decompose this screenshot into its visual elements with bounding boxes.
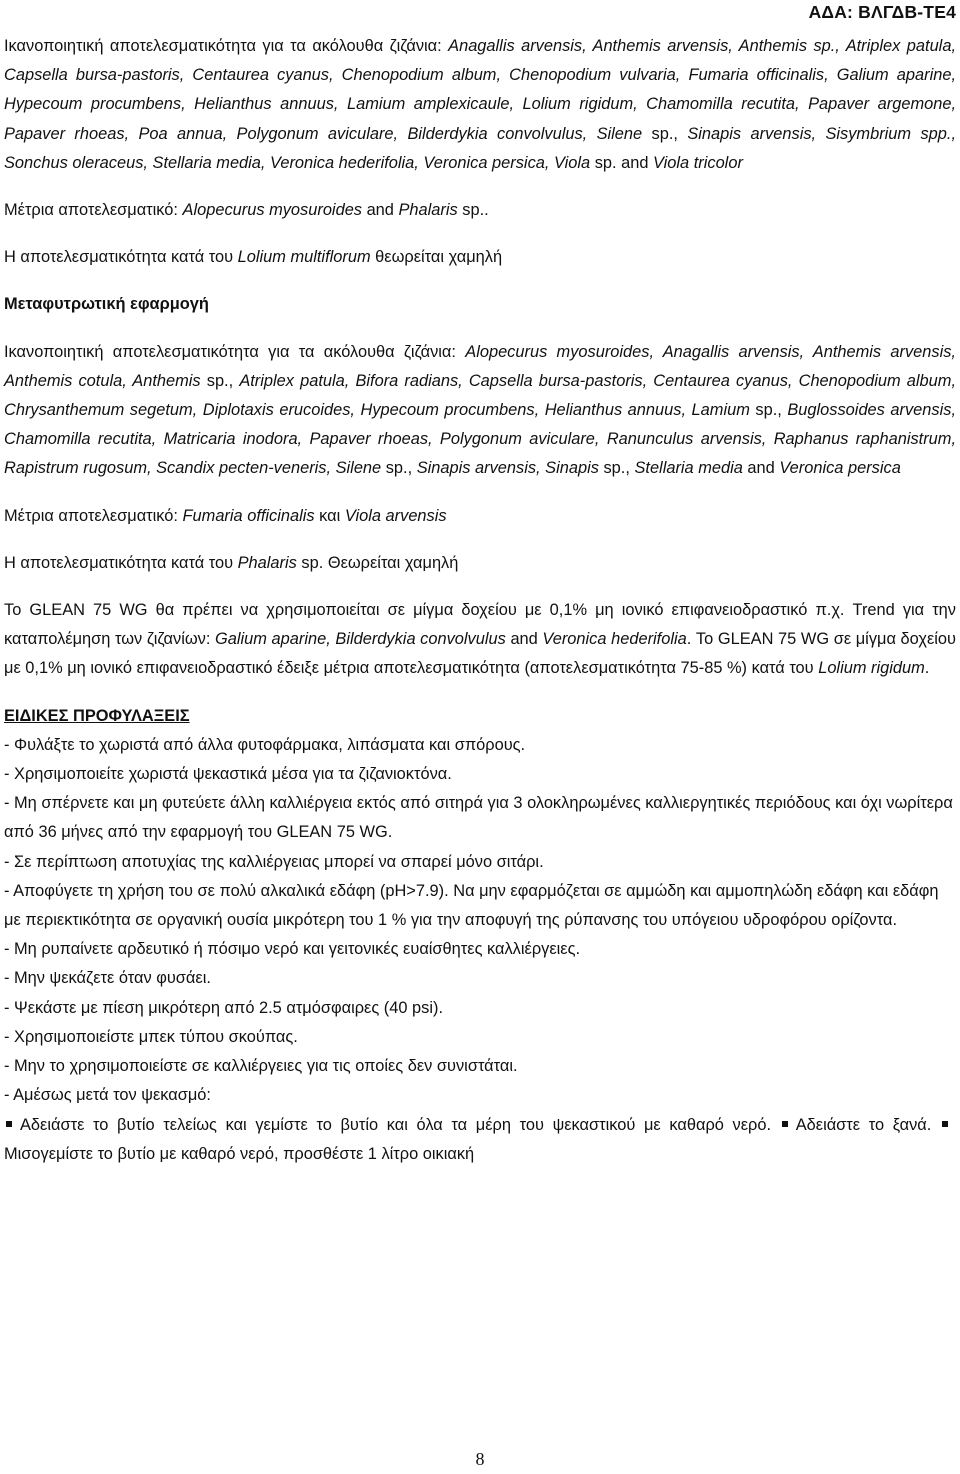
post-satisfactory-paragraph xyxy=(4,338,956,484)
post-weeds-i: Stellaria media xyxy=(634,459,743,478)
precaution-item: - Αποφύγετε τη χρήση του σε πολύ αλκαλικά εδάφη (pH>7.9). Να μην εφαρμόζεται σε αμμώδη και αμμοπηλώδη εδάφη και εδάφη με περιεκτικότητα σε οργανική ουσία μικρότερη του 1 % για την αποφυγή της ρύπανσης του υπόγειου υδροφόρου ορίζοντα. xyxy=(4,881,939,930)
pre-weeds-c: Sinapis arvensis, Sisymbrium spp. xyxy=(687,124,952,143)
post-weeds-j: and xyxy=(742,459,780,478)
post-emergence-heading: Μεταφυτρωτική εφαρμογή xyxy=(4,295,209,314)
post-low-c: sp. Θεωρείται χαμηλή xyxy=(296,553,459,572)
pre-weeds-d: , Sonchus oleraceus, Stellaria media, Veronica hederifolia, Veronica persica, Viola xyxy=(4,124,956,172)
precaution-item: - Μην το χρησιμοποιείστε σε καλλιέργειες για τις οποίες δεν συνιστάται. xyxy=(4,1057,518,1076)
pre-low-paragraph xyxy=(4,243,956,272)
post-moderate-label: Μέτρια αποτελεσματικό: xyxy=(4,506,183,525)
post-weeds-c: Atriplex patula, Bifora radians, Capsella bursa-pastoris, Centaurea cyanus, Chenopodium album, Chrysanthemum segetum, Diplotaxis erucoides, Hypecoum procumbens, Helianthus annuus, Lamium xyxy=(4,371,956,420)
adjuvant-paragraph xyxy=(4,596,956,684)
precautions-list xyxy=(4,731,956,1169)
post-moderate-a: Fumaria officinalis xyxy=(182,506,315,525)
pre-low-b: Lolium multiflorum xyxy=(237,248,371,267)
post-weeds-k: Veronica persica xyxy=(779,459,901,478)
adjuvant-d: Veronica hederifolia xyxy=(542,630,687,649)
page-number: 8 xyxy=(475,1449,485,1469)
pre-low-c: θεωρείται χαμηλή xyxy=(370,248,503,267)
precaution-item: - Μη σπέρνετε και μη φυτεύετε άλλη καλλιέργεια εκτός από σιτηρά για 3 ολοκληρωμένες καλλιεργητικές περιόδους και όχι νωρίτερα από 36 μήνες από την εφαρμογή του GLEAN 75 WG. xyxy=(4,794,953,842)
square-bullet-icon xyxy=(6,1121,12,1127)
after-spray-c: Μισογεμίστε το βυτίο με καθαρό νερό, προσθέστε 1 λίτρο οικιακή xyxy=(4,1144,475,1163)
after-spray-b: Αδειάστε το ξανά. xyxy=(795,1115,932,1134)
after-spray-a: Αδειάστε το βυτίο τελείως και γεμίστε το βυτίο και όλα τα μέρη του ψεκαστικού με καθαρό νερό. xyxy=(20,1115,772,1134)
pre-low-a: Η αποτελεσματικότητα κατά του xyxy=(4,248,238,267)
adjuvant-c: and xyxy=(505,630,543,649)
pre-moderate-label: Μέτρια αποτελεσματικό: xyxy=(4,201,183,220)
adjuvant-e: . Το GLEAN 75 WG σε μίγμα δοχείου με 0,1% μη ιονικό επιφανειοδραστικό έδειξε μέτρια αποτελεσματικότητα (αποτελεσματικότητα 75-85 %) κατά του xyxy=(4,630,956,678)
precaution-item: - Σε περίπτωση αποτυχίας της καλλιέργειας μπορεί να σπαρεί μόνο σιτάρι. xyxy=(4,852,544,871)
post-moderate-c: Viola arvensis xyxy=(344,506,447,525)
post-satisfactory-label: Ικανοποιητική αποτελεσματικότητα για τα ακόλουθα ζιζάνια: xyxy=(4,342,466,361)
pre-moderate-d: sp.. xyxy=(457,201,489,220)
post-weeds-d: sp., xyxy=(749,401,788,420)
pre-weeds-e: sp. and xyxy=(590,153,654,172)
post-low-a: Η αποτελεσματικότητα κατά του xyxy=(4,553,238,572)
post-weeds-e: Buglossoides arvensis, Chamomilla recutita, Matricaria inodora, Papaver rhoeas, Polygonum aviculare, Ranunculus arvensis, Raphanus raphanistrum, Rapistrum rugosum, Scandix pecten-veneris, Silene xyxy=(4,401,957,478)
pre-weeds-f: Viola tricolor xyxy=(653,153,743,172)
adjuvant-b: Galium aparine, Bilderdykia convolvulus xyxy=(215,630,506,649)
post-moderate-b: και xyxy=(314,506,345,525)
pre-weeds-a: Anagallis arvensis, Anthemis arvensis, Anthemis sp., Atriplex patula, Capsella bursa-pastoris, Centaurea cyanus, Chenopodium album, Chenopodium vulvaria, Fumaria officinalis, Galium aparine, Hypecoum procumbens, Helianthus annuus, Lamium amplexicaule, Lolium rigidum, Chamomilla recutita, Papaver argemone, Papaver rhoeas, Poa annua, Polygonum aviculare, Bilderdykia convolvulus, Silene xyxy=(4,37,956,143)
precaution-item: - Φυλάξτε το χωριστά από άλλα φυτοφάρμακα, λιπάσματα και σπόρους. xyxy=(4,735,526,754)
square-bullet-icon xyxy=(942,1121,948,1127)
after-spray-paragraph xyxy=(4,1111,956,1169)
adjuvant-a: Το GLEAN 75 WG θα πρέπει να χρησιμοποιείται σε μίγμα δοχείου με 0,1% μη ιονικό επιφανειοδραστικό π.χ. Trend για την καταπολέμηση των ζιζανίων: xyxy=(4,601,956,649)
post-weeds-h: sp., xyxy=(598,459,635,478)
precaution-item: - Ψεκάστε με πίεση μικρότερη από 2.5 ατμόσφαιρες (40 psi). xyxy=(4,998,444,1017)
post-weeds-f: sp., xyxy=(381,459,417,478)
post-weeds-b: sp., xyxy=(200,371,240,390)
precaution-item: - Χρησιμοποιείτε χωριστά ψεκαστικά μέσα για τα ζιζανιοκτόνα. xyxy=(4,765,452,784)
document-body xyxy=(4,32,956,1169)
pre-moderate-b: and xyxy=(362,201,399,220)
post-low-paragraph xyxy=(4,549,956,578)
precaution-item: - Μην ψεκάζετε όταν φυσάει. xyxy=(4,969,211,988)
pre-satisfactory-label: Ικανοποιητική αποτελεσματικότητα για τα ακόλουθα ζιζάνια: xyxy=(4,37,449,55)
document-code: ΑΔΑ: ΒΛΓΔΒ-ΤΕ4 xyxy=(808,2,956,22)
pre-moderate-a: Alopecurus myosuroides xyxy=(182,201,363,220)
precaution-item: - Αμέσως μετά τον ψεκασμό: xyxy=(4,1086,211,1105)
precaution-item: - Μη ρυπαίνετε αρδευτικό ή πόσιμο νερό και γειτονικές ευαίσθητες καλλιέργειες. xyxy=(4,940,581,959)
post-low-b: Phalaris xyxy=(237,553,297,572)
precaution-item: - Χρησιμοποιείστε μπεκ τύπου σκούπας. xyxy=(4,1027,298,1046)
pre-satisfactory-paragraph xyxy=(4,32,956,178)
square-bullet-icon xyxy=(782,1121,788,1127)
post-weeds-g: Sinapis arvensis, Sinapis xyxy=(416,459,599,478)
adjuvant-g: . xyxy=(924,659,930,678)
post-moderate-paragraph xyxy=(4,502,956,531)
post-weeds-a: Alopecurus myosuroides, Anagallis arvensis, Anthemis arvensis, Anthemis cotula, Anthemis xyxy=(4,342,956,390)
pre-weeds-b: sp., xyxy=(642,124,688,143)
pre-moderate-paragraph xyxy=(4,196,956,225)
pre-moderate-c: Phalaris xyxy=(398,201,458,220)
precautions-heading: ΕΙΔΙΚΕΣ ΠΡΟΦΥΛΑΞΕΙΣ xyxy=(4,706,190,725)
adjuvant-f: Lolium rigidum xyxy=(818,659,925,678)
